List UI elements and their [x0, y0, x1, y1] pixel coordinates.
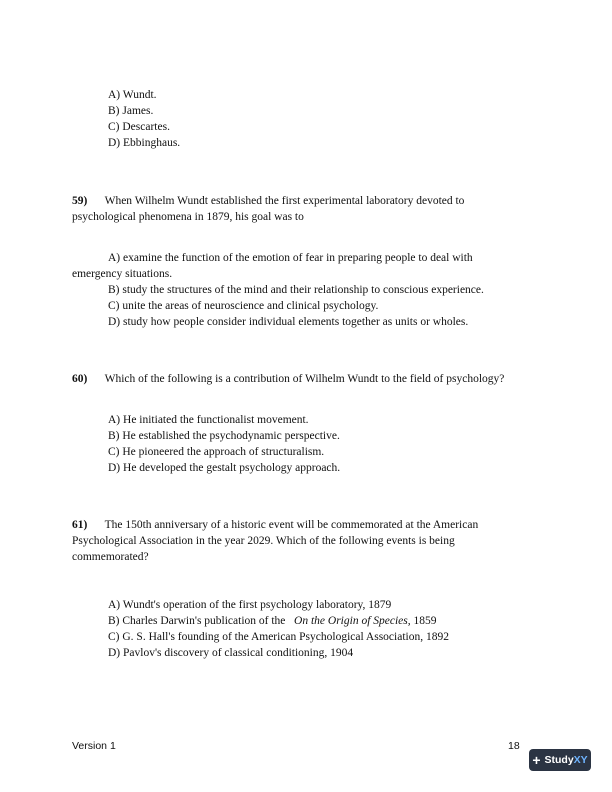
- q59-text-line2: psychological phenomena in 1879, his goal was to: [72, 211, 304, 223]
- q61-text-line3: commemorated?: [72, 551, 149, 563]
- q61-choice-b-suffix: 1859: [410, 615, 437, 627]
- badge-brand: [545, 754, 588, 766]
- q61-number: 61): [72, 519, 88, 531]
- q61-question: [72, 517, 478, 533]
- q60-choice-b: B) He established the psychodynamic perspective.: [108, 430, 340, 442]
- q59-choice-a-line1: A) examine the function of the emotion of fear in preparing people to deal with: [108, 252, 473, 264]
- q60-choice-a: A) He initiated the functionalist movement.: [108, 414, 309, 426]
- q61-text-line2: Psychological Association in the year 2029. Which of the following events is being: [72, 535, 455, 547]
- q59-choice-b: B) study the structures of the mind and their relationship to conscious experience.: [108, 284, 484, 296]
- q61-choice-b-title: On the Origin of Species,: [294, 615, 411, 627]
- footer-version: Version 1: [72, 740, 116, 752]
- q59-choice-c: C) unite the areas of neuroscience and clinical psychology.: [108, 300, 379, 312]
- q60-choice-c: C) He pioneered the approach of structuralism.: [108, 446, 325, 458]
- q58-choice-a: A) Wundt.: [108, 89, 157, 101]
- q61-choice-d: D) Pavlov's discovery of classical conditioning, 1904: [108, 647, 354, 659]
- footer-page-number: 18: [508, 740, 520, 752]
- badge-brand-study: Study: [544, 754, 574, 766]
- q59-choice-a-line2: emergency situations.: [72, 268, 173, 280]
- q60-number: 60): [72, 373, 88, 385]
- q61-choice-c: C) G. S. Hall's founding of the American Psychological Association, 1892: [108, 631, 449, 643]
- badge-brand-xy: XY: [573, 754, 588, 766]
- q59-choice-d: D) study how people consider individual elements together as units or wholes.: [108, 316, 469, 328]
- q60-question: [72, 371, 504, 387]
- q59-number: 59): [72, 195, 88, 207]
- q61-text-line1: The 150th anniversary of a historic event will be commemorated at the American: [104, 519, 479, 531]
- studyxy-badge[interactable]: [529, 749, 591, 771]
- q58-choice-b: B) James.: [108, 105, 154, 117]
- q61-choice-b: [108, 613, 437, 629]
- q60-choice-d: D) He developed the gestalt psychology approach.: [108, 462, 341, 474]
- q61-choice-b-prefix: B) Charles Darwin's publication of the: [108, 615, 289, 627]
- q59-question: [72, 193, 464, 209]
- q60-text: Which of the following is a contribution of Wilhelm Wundt to the field of psychology?: [104, 373, 505, 385]
- q58-choice-c: C) Descartes.: [108, 121, 170, 133]
- plus-icon: +: [532, 752, 541, 768]
- q61-choice-a: A) Wundt's operation of the first psychology laboratory, 1879: [108, 599, 392, 611]
- q59-text-line1: When Wilhelm Wundt established the first experimental laboratory devoted to: [104, 195, 465, 207]
- q58-choice-d: D) Ebbinghaus.: [108, 137, 181, 149]
